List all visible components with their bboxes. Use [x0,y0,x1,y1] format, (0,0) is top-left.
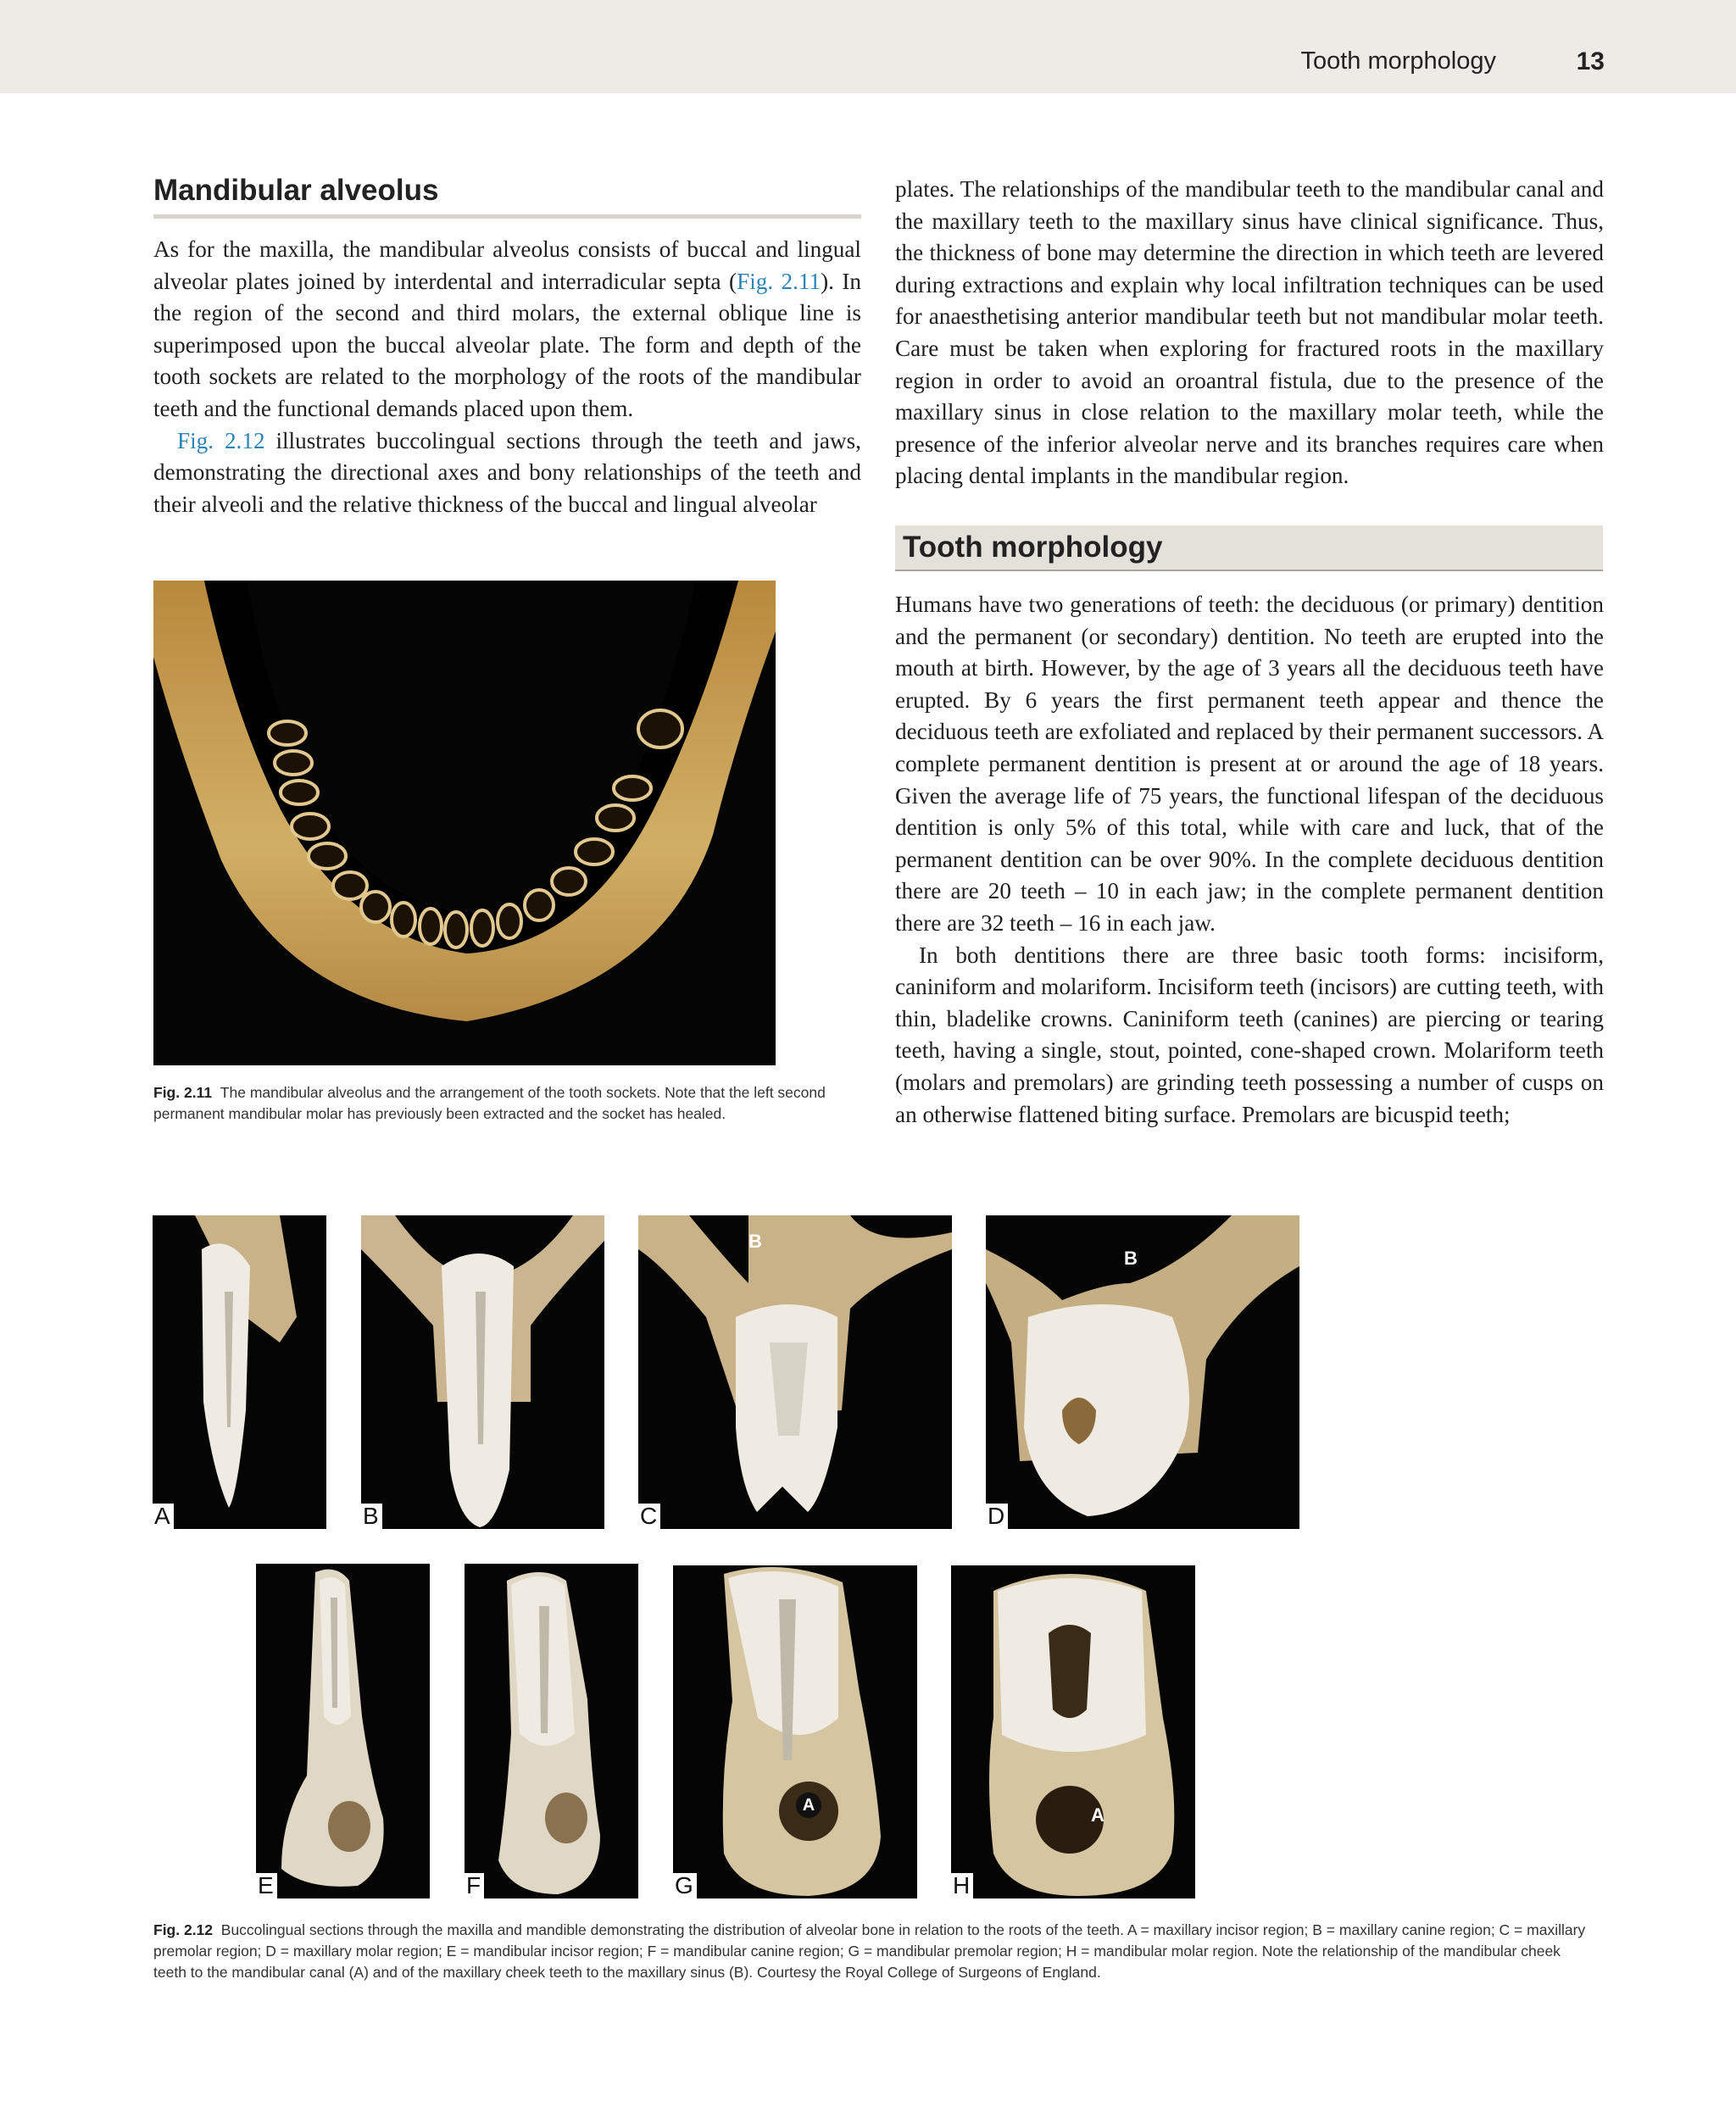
page-number: 13 [1576,47,1605,75]
tooth-section-illustration [361,1215,604,1529]
tooth-section-illustration [256,1564,430,1898]
tooth-section-illustration [951,1565,1195,1898]
panel-label: D [986,1504,1008,1529]
panel-label: B [361,1504,382,1529]
paragraph: In both dentitions there are three basic tooth forms: incisiform, caniniform and molariform. Incisiform teeth (incisors) are cutting teeth, with thin, bladelike crowns. Caniniform teeth (canines) are piercing or tearing teeth, having a single, stout, pointed, cone-shaped crown. Molariform teeth (molars and premolars) are grinding teeth possessing a number of cusps on an otherwise flattened biting surface. Premolars are bicuspid teeth; [895,942,1604,1127]
panel-label: H [951,1873,973,1898]
fig-2-12-label: Fig. 2.12 [153,1921,214,1938]
text-run: illustrates buccolingual sections through the teeth and jaws, demonstrating the directional axes and bony relationships of the teeth and their alveoli and the relative thickness of the buccal and lingual alveolar [153,427,861,517]
running-head-title: Tooth morphology [1300,47,1496,75]
maxillary-sinus-marker: B [1124,1248,1138,1269]
fig-2-12-caption [153,1920,1594,1983]
paragraph [153,425,861,521]
maxillary-sinus-marker: B [748,1231,762,1252]
mandible-photo [153,581,776,1065]
tooth-section-illustration [638,1215,952,1529]
panel-label: C [638,1504,660,1529]
panel-c-photo [638,1215,952,1529]
tooth-section-illustration [153,1215,326,1529]
mandibular-canal-marker: A [1091,1804,1104,1826]
panel-b-photo [361,1215,604,1529]
text-run: As for the maxilla, the mandibular alveolus consists of buccal and lingual alveolar plates joined by interdental and interradicular septa ( [153,236,861,294]
fig-2-12-text: Buccolingual sections through the maxilla and mandible demonstrating the distribution of alveolar bone in relation to the roots of the teeth. A = maxillary incisor region; B = maxillary canine region; C = maxillary premolar region; D = maxillary molar region; E = mandibular incisor region; F = mandibular canine region; G = mandibular premolar region; H = mandibular molar region. Note the relationship of the mandibular cheek teeth to the mandibular canal (A) and of the maxillary cheek teeth to the maxillary sinus (B). Courtesy the Royal College of Surgeons of England. [153,1921,1586,1981]
panel-d-photo [986,1215,1299,1529]
paragraph [153,234,861,425]
panel-f-photo [465,1564,638,1898]
paragraph: Humans have two generations of teeth: the deciduous (or primary) dentition and the permanent (or secondary) dentition. No teeth are erupted into the mouth at birth. However, by the age of 3 years all the deciduous teeth have erupted. By 6 years the first permanent teeth appear and thence the deciduous teeth are exfoliated and replaced by their permanent successors. A complete permanent dentition is present at or around the age of 18 years. Given the average life of 75 years, the functional lifespan of the deciduous dentition is only 5% of this total, while with care and luck, that of the permanent dentition can be over 90%. In the complete deciduous dentition there are 20 teeth – 10 in each jaw; in the complete permanent dentition there are 32 teeth – 16 in each jaw. [895,592,1604,936]
panel-label: A [153,1504,174,1529]
fig-2-11-caption [153,1082,861,1125]
mandible-illustration [153,581,776,1065]
section-heading-mandibular-alveolus: Mandibular alveolus [153,174,861,219]
paragraph: plates. The relationships of the mandibular teeth to the mandibular canal and the maxillary teeth to the maxillary sinus have clinical significance. Thus, the thickness of bone may determine the direction in which teeth are levered during extractions and explain why local infiltration techniques can be used for anaesthetising anterior mandibular teeth but not mandibular molar teeth. Care must be taken when exploring for fractured roots in the maxillary region in order to avoid an oroantral fistula, due to the presence of the maxillary sinus in close relation to the maxillary molar teeth, while the presence of the inferior alveolar nerve and its branches requires care when placing dental implants in the mandibular region. [895,176,1604,489]
tooth-morphology-text [895,589,1604,1131]
fig-2-11-text: The mandibular alveolus and the arrangement of the tooth sockets. Note that the left second permanent mandibular molar has previously been extracted and the socket has healed. [153,1084,826,1122]
panel-a-photo [153,1215,326,1529]
text-run: ). In the region of the second and third molars, the external oblique line is superimposed upon the buccal alveolar plate. The form and depth of the tooth sockets are related to the morphology of the roots of the mandibular teeth and the functional demands placed upon them. [153,268,861,421]
panel-label: G [673,1873,697,1898]
section-heading-tooth-morphology: Tooth morphology [895,525,1603,571]
right-column-text [895,174,1604,492]
tooth-section-illustration [986,1215,1299,1529]
fig-2-11-label: Fig. 2.11 [153,1084,213,1101]
panel-label: F [465,1873,484,1898]
fig-2-12-link[interactable]: Fig. 2.12 [177,427,265,453]
tooth-section-illustration [673,1565,917,1898]
fig-2-11-link[interactable]: Fig. 2.11 [737,268,821,294]
panel-h-photo [951,1565,1195,1898]
panel-g-photo [673,1565,917,1898]
tooth-section-illustration [465,1564,638,1898]
running-head [0,0,1736,93]
panel-label: E [256,1873,277,1898]
left-column-text [153,234,861,520]
panel-e-photo [256,1564,430,1898]
mandibular-canal-marker: A [796,1793,821,1818]
